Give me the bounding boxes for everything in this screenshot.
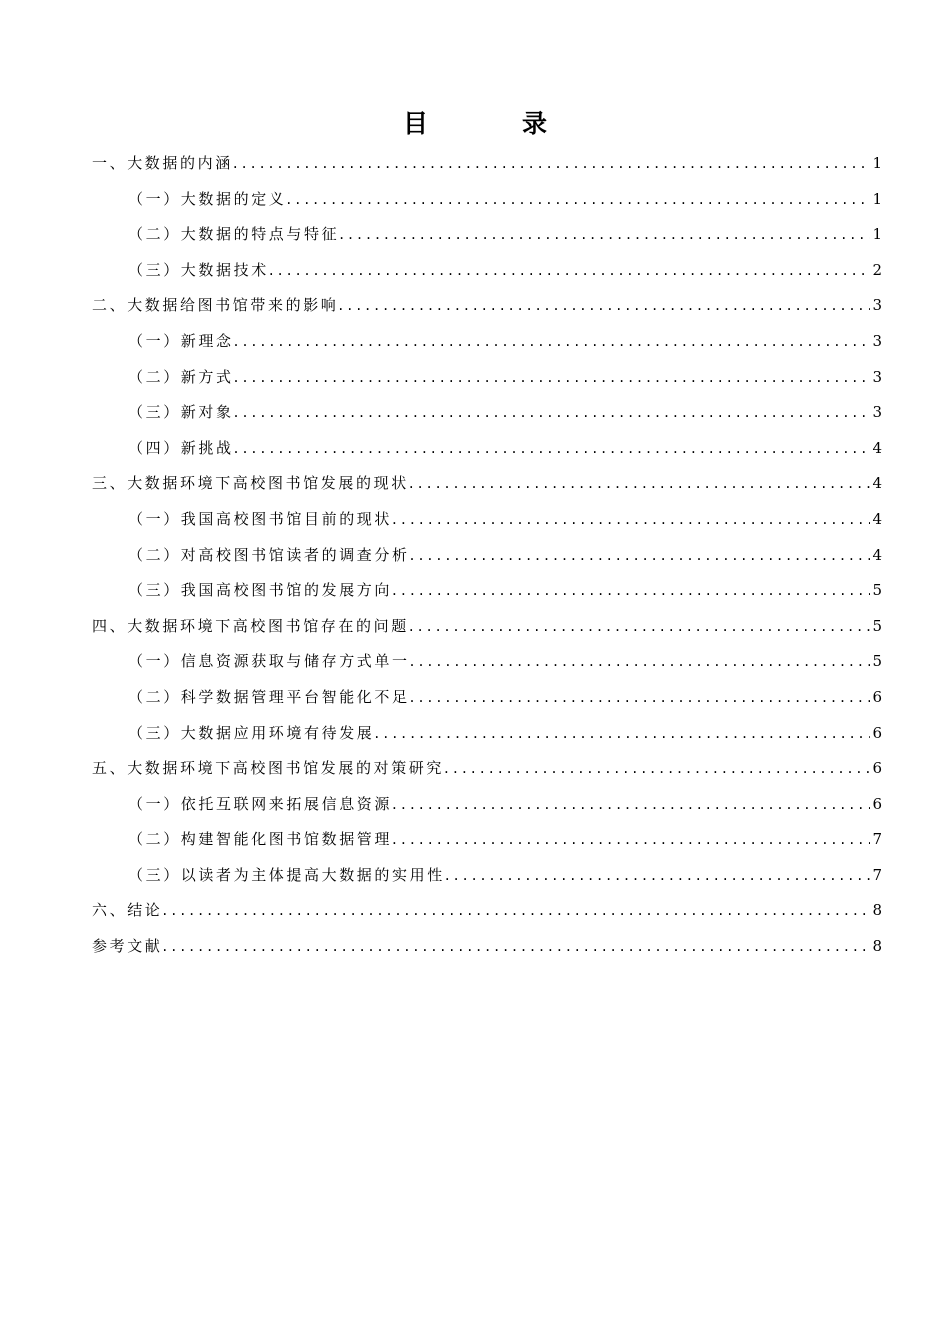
toc-dot-leader bbox=[410, 538, 870, 574]
toc-entry-page-number: 1 bbox=[872, 189, 882, 208]
toc-entry[interactable] bbox=[92, 395, 882, 431]
toc-entry[interactable] bbox=[92, 502, 882, 538]
toc-dot-leader bbox=[374, 716, 870, 752]
toc-entry-page-number: 5 bbox=[872, 616, 882, 635]
toc-dot-leader bbox=[339, 217, 870, 253]
toc-entry-title: （一）新理念 bbox=[128, 331, 234, 350]
toc-entry[interactable] bbox=[92, 573, 882, 609]
toc-entry-title: 六、结论 bbox=[92, 901, 163, 920]
toc-entry-page-number: 3 bbox=[872, 367, 882, 386]
toc-dot-leader bbox=[392, 822, 870, 858]
toc-dot-leader bbox=[234, 431, 870, 467]
toc-entry-title: （三）大数据应用环境有待发展 bbox=[128, 723, 375, 742]
toc-entry-page-number: 3 bbox=[872, 331, 882, 350]
toc-entry-page-number: 4 bbox=[872, 474, 882, 493]
toc-entry-title: 四、大数据环境下高校图书馆存在的问题 bbox=[92, 616, 409, 635]
toc-entry-title: 三、大数据环境下高校图书馆发展的现状 bbox=[92, 474, 409, 493]
toc-dot-leader bbox=[444, 751, 870, 787]
toc-entry[interactable] bbox=[92, 182, 882, 218]
toc-entry-page-number: 6 bbox=[872, 759, 882, 778]
toc-dot-leader bbox=[234, 360, 870, 396]
toc-entry[interactable] bbox=[92, 324, 882, 360]
toc-entry-title: （一）依托互联网来拓展信息资源 bbox=[128, 794, 393, 813]
toc-dot-leader bbox=[234, 395, 870, 431]
toc-dot-leader bbox=[162, 929, 870, 965]
toc-entry[interactable] bbox=[92, 644, 882, 680]
toc-entry-title: 一、大数据的内涵 bbox=[92, 154, 233, 172]
toc-entry[interactable] bbox=[92, 751, 882, 787]
toc-entry[interactable] bbox=[92, 431, 882, 467]
toc-entry[interactable] bbox=[92, 680, 882, 716]
toc-entry[interactable] bbox=[92, 288, 882, 324]
toc-entry-page-number: 1 bbox=[872, 154, 882, 172]
toc-entry[interactable] bbox=[92, 893, 882, 929]
toc-entry-page-number: 4 bbox=[872, 545, 882, 564]
toc-entry-page-number: 7 bbox=[872, 830, 882, 849]
toc-dot-leader bbox=[409, 466, 870, 502]
toc-entry-page-number: 6 bbox=[872, 723, 882, 742]
toc-dot-leader bbox=[410, 644, 870, 680]
toc-title bbox=[0, 106, 950, 142]
toc-entry-title: （二）大数据的特点与特征 bbox=[128, 225, 340, 244]
toc-entry[interactable] bbox=[92, 146, 882, 182]
toc-entry-page-number: 3 bbox=[872, 403, 882, 422]
toc-entry-title: （一）信息资源获取与储存方式单一 bbox=[128, 652, 410, 671]
toc-dot-leader bbox=[233, 146, 870, 182]
toc-dot-leader bbox=[445, 858, 870, 894]
toc-dot-leader bbox=[392, 573, 870, 609]
toc-entry-title: 参考文献 bbox=[92, 937, 163, 956]
toc-entry-title: （三）大数据技术 bbox=[128, 260, 269, 279]
toc-entry-title: （二）对高校图书馆读者的调查分析 bbox=[128, 545, 410, 564]
toc-entry-title: （四）新挑战 bbox=[128, 438, 234, 457]
toc-dot-leader bbox=[286, 182, 870, 218]
toc-dot-leader bbox=[234, 324, 870, 360]
toc-entry-page-number: 8 bbox=[872, 901, 882, 920]
toc-entry[interactable] bbox=[92, 538, 882, 574]
toc-entry[interactable] bbox=[92, 929, 882, 965]
toc-list bbox=[92, 146, 882, 965]
toc-entry[interactable] bbox=[92, 217, 882, 253]
toc-entry-title: （二）构建智能化图书馆数据管理 bbox=[128, 830, 393, 849]
toc-entry[interactable] bbox=[92, 858, 882, 894]
toc-entry-title: （一）我国高校图书馆目前的现状 bbox=[128, 509, 393, 528]
toc-entry-title: 五、大数据环境下高校图书馆发展的对策研究 bbox=[92, 759, 445, 778]
toc-dot-leader bbox=[409, 609, 870, 645]
toc-entry-page-number: 4 bbox=[872, 509, 882, 528]
toc-entry[interactable] bbox=[92, 609, 882, 645]
toc-entry-page-number: 1 bbox=[872, 225, 882, 244]
toc-entry[interactable] bbox=[92, 716, 882, 752]
toc-entry-page-number: 3 bbox=[872, 296, 882, 315]
toc-entry-title: （三）我国高校图书馆的发展方向 bbox=[128, 581, 393, 600]
toc-entry-page-number: 4 bbox=[872, 438, 882, 457]
toc-dot-leader bbox=[392, 502, 870, 538]
toc-entry[interactable] bbox=[92, 466, 882, 502]
toc-entry-title: （一）大数据的定义 bbox=[128, 189, 287, 208]
toc-entry-page-number: 8 bbox=[872, 937, 882, 956]
toc-entry-page-number: 6 bbox=[872, 687, 882, 706]
toc-entry-page-number: 2 bbox=[872, 260, 882, 279]
toc-entry[interactable] bbox=[92, 787, 882, 823]
toc-entry-title: （三）以读者为主体提高大数据的实用性 bbox=[128, 865, 445, 884]
toc-entry-title: （二）科学数据管理平台智能化不足 bbox=[128, 687, 410, 706]
toc-entry-title: 二、大数据给图书馆带来的影响 bbox=[92, 296, 339, 315]
toc-entry-page-number: 5 bbox=[872, 652, 882, 671]
toc-entry[interactable] bbox=[92, 822, 882, 858]
toc-entry[interactable] bbox=[92, 360, 882, 396]
toc-entry[interactable] bbox=[92, 253, 882, 289]
toc-entry-page-number: 6 bbox=[872, 794, 882, 813]
toc-dot-leader bbox=[392, 787, 870, 823]
toc-dot-leader bbox=[269, 253, 870, 289]
toc-title-char-1: 目 bbox=[402, 109, 428, 138]
toc-dot-leader bbox=[338, 288, 870, 324]
toc-entry-title: （二）新方式 bbox=[128, 367, 234, 386]
toc-entry-page-number: 5 bbox=[872, 581, 882, 600]
toc-title-char-2: 录 bbox=[522, 109, 548, 138]
toc-dot-leader bbox=[410, 680, 870, 716]
toc-dot-leader bbox=[162, 893, 870, 929]
toc-entry-page-number: 7 bbox=[872, 865, 882, 884]
toc-entry-title: （三）新对象 bbox=[128, 403, 234, 422]
